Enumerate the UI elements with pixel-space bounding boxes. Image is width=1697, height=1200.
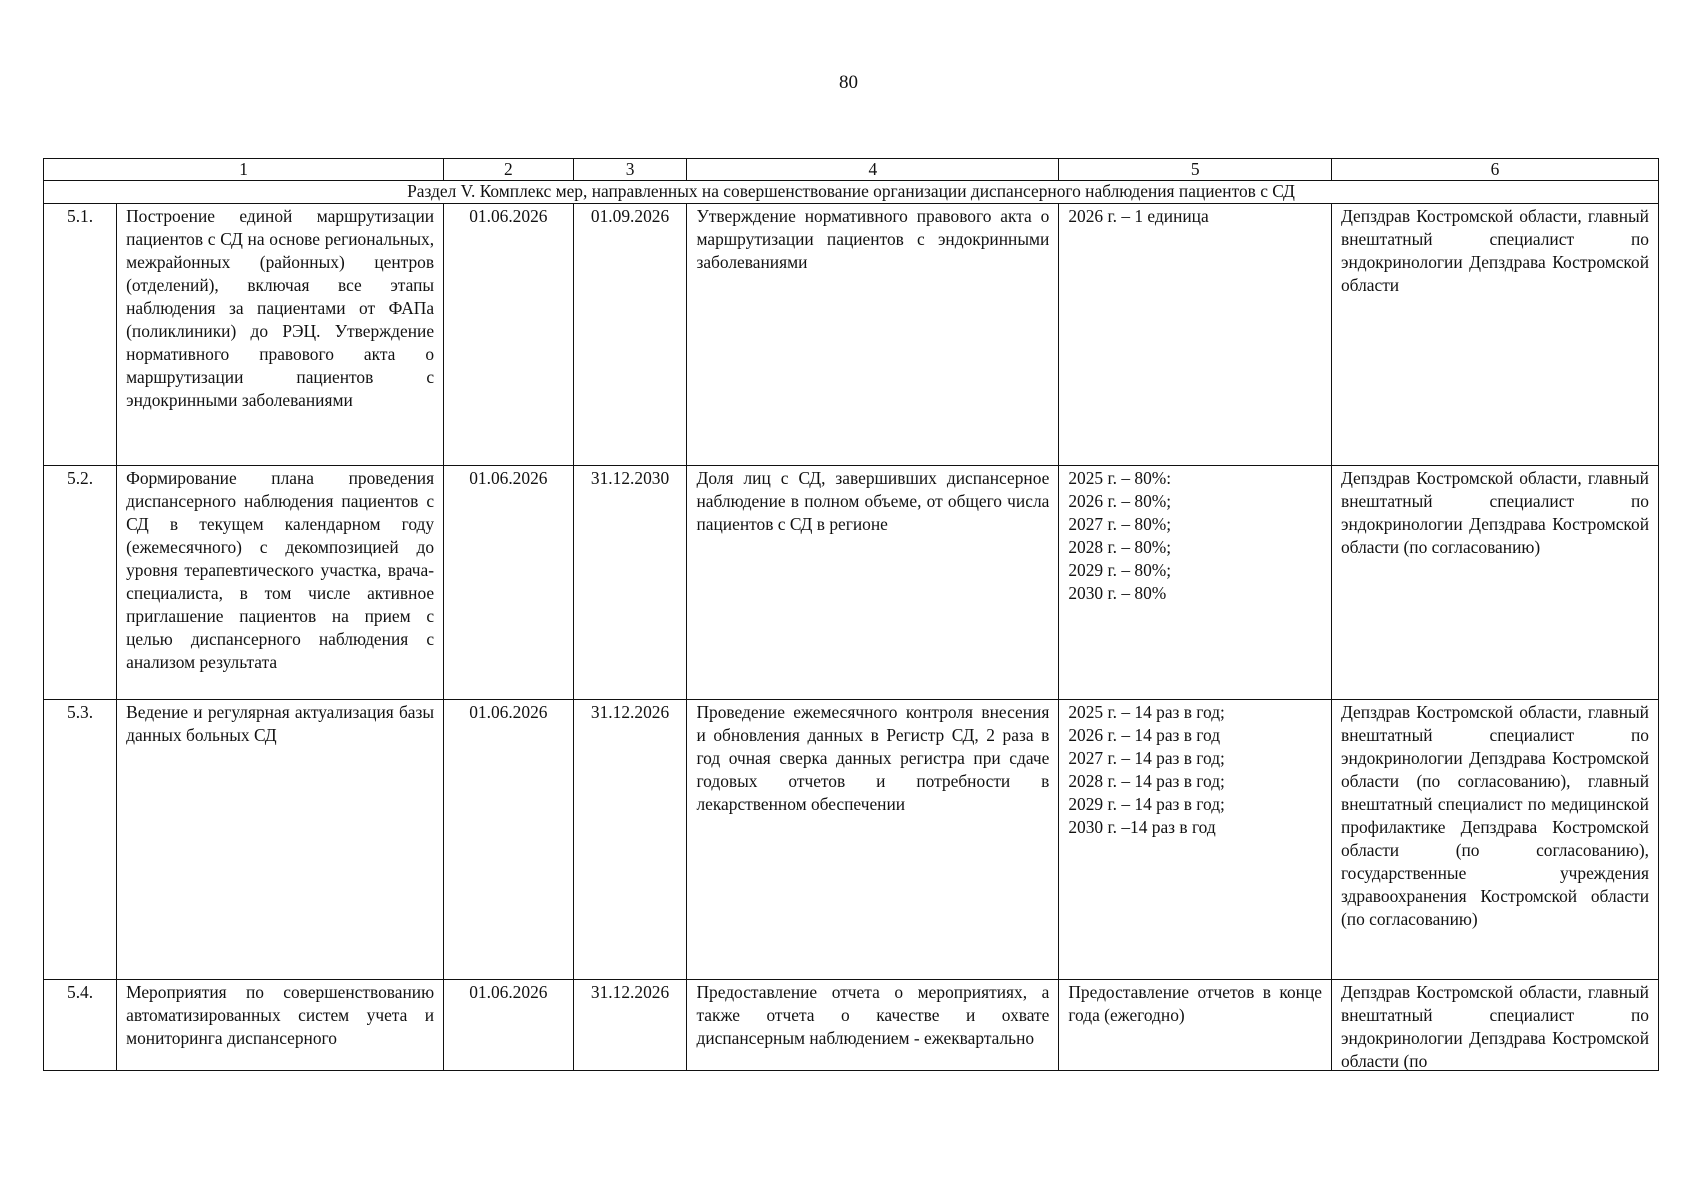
indicator-cell bbox=[1059, 466, 1332, 700]
responsible-cell: Депздрав Костромской области, главный внештатный специалист по эндокринологии Депздрава Костромской области (по согласованию) bbox=[1331, 466, 1658, 700]
row-number: 5.2. bbox=[44, 466, 117, 700]
page-number: 80 bbox=[839, 72, 858, 93]
section-title: Раздел V. Комплекс мер, направленных на совершенствование организации диспансерного наблюдения пациентов с СД bbox=[44, 181, 1659, 204]
start-date-cell: 01.06.2026 bbox=[444, 700, 574, 980]
indicator-line: 2026 г. – 80%; bbox=[1068, 491, 1172, 511]
table-row bbox=[44, 466, 1659, 700]
responsible-cell: Депздрав Костромской области, главный внештатный специалист по эндокринологии Депздрава Костромской области (по согласованию), главный внештатный специалист по медицинской профилактике Депздрава Костромской области (по согласованию), государственные учреждения здравоохранения Костромской области (по согласованию) bbox=[1331, 700, 1658, 980]
result-cell: Доля лиц с СД, завершивших диспансерное наблюдение в полном объеме, от общего числа пациентов с СД в регионе bbox=[687, 466, 1059, 700]
row-number: 5.1. bbox=[44, 204, 117, 466]
indicator-cell bbox=[1059, 204, 1332, 466]
row-number: 5.4. bbox=[44, 980, 117, 1072]
column-header-3: 3 bbox=[573, 159, 687, 181]
column-header-2: 2 bbox=[444, 159, 574, 181]
column-header-5: 5 bbox=[1059, 159, 1332, 181]
indicator-line: 2027 г. – 80%; bbox=[1068, 514, 1172, 534]
row-number: 5.3. bbox=[44, 700, 117, 980]
table-row bbox=[44, 700, 1659, 980]
responsible-cell: Депздрав Костромской области, главный внештатный специалист по эндокринологии Депздрава Костромской области (по bbox=[1331, 980, 1658, 1072]
table-row bbox=[44, 980, 1659, 1072]
indicator-line: 2030 г. – 80% bbox=[1068, 583, 1167, 603]
indicator-line: 2030 г. –14 раз в год bbox=[1068, 817, 1216, 837]
result-cell: Предоставление отчета о мероприятиях, а также отчета о качестве и охвате диспансерным наблюдением - ежеквартально bbox=[687, 980, 1059, 1072]
indicator-line: 2029 г. – 80%; bbox=[1068, 560, 1172, 580]
measures-table bbox=[43, 158, 1659, 1071]
start-date-cell: 01.06.2026 bbox=[444, 980, 574, 1072]
table-row bbox=[44, 204, 1659, 466]
end-date-cell: 31.12.2026 bbox=[573, 700, 687, 980]
indicator-line: 2026 г. – 1 единица bbox=[1068, 206, 1209, 226]
indicator-line: 2026 г. – 14 раз в год bbox=[1068, 725, 1221, 745]
measure-cell: Ведение и регулярная актуализация базы данных больных СД bbox=[117, 700, 444, 980]
start-date-cell: 01.06.2026 bbox=[444, 204, 574, 466]
indicator-cell: Предоставление отчетов в конце года (ежегодно) bbox=[1059, 980, 1332, 1072]
indicator-line: 2028 г. – 14 раз в год; bbox=[1068, 771, 1225, 791]
measure-cell: Построение единой маршрутизации пациентов с СД на основе региональных, межрайонных (районных) центров (отделений), включая все этапы наблюдения за пациентами от ФАПа (поликлиники) до РЭЦ. Утверждение нормативного правового акта о маршрутизации пациентов с эндокринными заболеваниями bbox=[117, 204, 444, 466]
start-date-cell: 01.06.2026 bbox=[444, 466, 574, 700]
indicator-line: 2025 г. – 80%: bbox=[1068, 468, 1172, 488]
column-number-row bbox=[44, 159, 1659, 181]
result-cell: Проведение ежемесячного контроля внесения и обновления данных в Регистр СД, 2 раза в год очная сверка данных регистра при сдаче годовых отчетов и потребности в лекарственном обеспечении bbox=[687, 700, 1059, 980]
measure-cell: Мероприятия по совершенствованию автоматизированных систем учета и мониторинга диспансерного bbox=[117, 980, 444, 1072]
indicator-cell bbox=[1059, 700, 1332, 980]
column-header-6: 6 bbox=[1331, 159, 1658, 181]
end-date-cell: 31.12.2026 bbox=[573, 980, 687, 1072]
result-cell: Утверждение нормативного правового акта о маршрутизации пациентов с эндокринными заболеваниями bbox=[687, 204, 1059, 466]
section-row bbox=[44, 181, 1659, 204]
indicator-line: 2027 г. – 14 раз в год; bbox=[1068, 748, 1225, 768]
indicator-line: 2025 г. – 14 раз в год; bbox=[1068, 702, 1225, 722]
end-date-cell: 01.09.2026 bbox=[573, 204, 687, 466]
column-header-1: 1 bbox=[44, 159, 444, 181]
measures-table-container bbox=[43, 158, 1659, 1071]
end-date-cell: 31.12.2030 bbox=[573, 466, 687, 700]
measure-cell: Формирование плана проведения диспансерного наблюдения пациентов с СД в текущем календарном году (ежемесячного) с декомпозицией до уровня терапевтического участка, врача-специалиста, в том числе активное приглашение пациентов на прием с целью диспансерного наблюдения с анализом результата bbox=[117, 466, 444, 700]
column-header-4: 4 bbox=[687, 159, 1059, 181]
indicator-line: 2028 г. – 80%; bbox=[1068, 537, 1172, 557]
responsible-cell: Депздрав Костромской области, главный внештатный специалист по эндокринологии Депздрава Костромской области bbox=[1331, 204, 1658, 466]
indicator-line: 2029 г. – 14 раз в год; bbox=[1068, 794, 1225, 814]
